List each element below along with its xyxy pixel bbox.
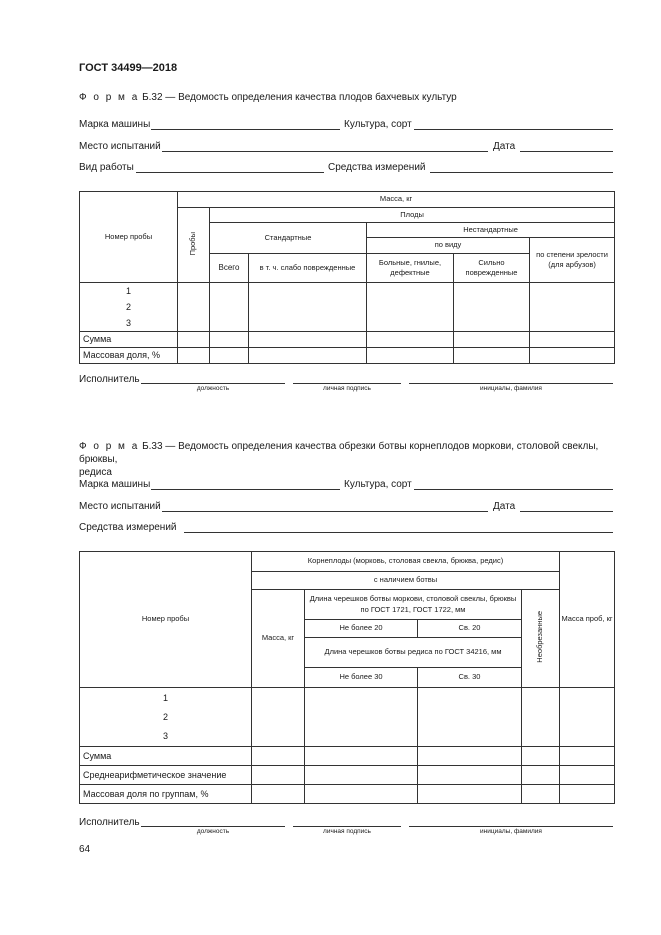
form33-place-label: Место испытаний [79,501,161,512]
table-row [80,766,615,785]
table-cell[interactable] [530,332,615,348]
t33-untrimmed-header: Необрезанные [522,590,560,688]
t33-row-3: 3 [162,730,168,741]
table-cell[interactable] [522,785,560,804]
t32-sample-no-header: Номер пробы [80,192,178,283]
t33-stem-radish-header: Длина черешков ботвы редиса по ГОСТ 34216, мм [305,638,522,668]
table-cell[interactable] [560,785,615,804]
table-cell[interactable] [418,766,522,785]
table-cell[interactable] [367,332,454,348]
table-cell[interactable] [305,688,418,747]
table-cell[interactable] [454,348,530,364]
form33-place-field[interactable] [162,511,488,512]
table-cell[interactable] [252,747,305,766]
table-cell[interactable] [454,332,530,348]
form32-measure-field[interactable] [430,172,613,173]
table-cell[interactable] [252,766,305,785]
form33-culture-field[interactable] [414,489,613,490]
t32-by-type-header: по виду [367,238,530,254]
table-cell[interactable] [252,785,305,804]
form33-executor-label: Исполнитель [79,817,140,828]
table-cell[interactable] [522,766,560,785]
page-number: 64 [79,844,91,855]
t32-sum-label: Сумма [80,332,178,348]
t33-mean-label: Среднеарифметическое значение [80,766,252,785]
form32-title-text: Б.32 — Ведомость определения качества плодов бахчевых культур [142,92,457,103]
form32-machine-field[interactable] [151,129,340,130]
table-cell[interactable] [178,283,210,332]
form33-position-field[interactable] [141,826,285,827]
t33-stem-carrot-header: Длина черешков ботвы моркови, столовой свеклы, брюквы по ГОСТ 1721, ГОСТ 1722, мм [305,590,522,620]
t33-samples-mass-header: Масса проб, кг [560,552,615,688]
form32-initials-field[interactable] [409,383,613,384]
form33-form-word: Ф о р м а [79,441,140,452]
t33-sample-no-header: Номер пробы [80,552,252,688]
form32-work-label: Вид работы [79,162,134,173]
t32-nonstandard-header: Нестандартные [367,223,615,238]
t32-mass-header: Масса, кг [178,192,615,208]
table-cell[interactable] [522,688,560,747]
table-cell[interactable] [418,785,522,804]
form33-measure-label: Средства измерений [79,522,177,533]
table-row [80,747,615,766]
t32-slightly-damaged-header: в т. ч. слабо поврежденные [249,254,367,283]
table-cell[interactable] [530,283,615,332]
table-row [80,283,615,332]
form32-title [79,92,457,103]
t32-row-2: 2 [125,302,131,312]
table-cell[interactable] [560,766,615,785]
t32-fruits-header: Плоды [210,208,615,223]
form33-signature-field[interactable] [293,826,401,827]
form33-date-field[interactable] [520,511,613,512]
table-row [80,688,615,747]
t32-mass-share-label: Массовая доля, % [80,348,178,364]
form32-place-label: Место испытаний [79,141,161,152]
table-cell[interactable] [305,785,418,804]
form32-signature-caption: личная подпись [323,385,371,392]
table-cell[interactable] [305,766,418,785]
t33-with-tops-header: с наличием ботвы [252,572,560,590]
form32-form-word: Ф о р м а [79,92,140,103]
form32-work-field[interactable] [136,172,324,173]
t32-sick-header: Больные, гнилые, дефектные [367,254,454,283]
t33-sum-label: Сумма [80,747,252,766]
form32-position-field[interactable] [141,383,285,384]
t33-mass-header: Масса, кг [252,590,305,688]
form33-machine-field[interactable] [151,489,340,490]
form32-initials-caption: инициалы, фамилия [480,385,542,392]
t33-le20-header: Не более 20 [305,620,418,638]
form32-date-field[interactable] [520,151,613,152]
form32-executor-label: Исполнитель [79,374,140,385]
table-cell[interactable] [560,747,615,766]
form33-date-label: Дата [493,501,516,512]
table-cell[interactable] [560,688,615,747]
form33-machine-label: Марка машины [79,479,151,490]
form33-measure-field[interactable] [184,532,613,533]
table-cell[interactable] [454,283,530,332]
form33-table [79,551,615,804]
t32-row-1: 1 [125,286,131,296]
form32-table [79,191,615,364]
table-cell[interactable] [367,283,454,332]
table-cell[interactable] [210,283,249,332]
form33-title-line2: редиса [79,467,112,478]
form32-machine-label: Марка машины [79,119,151,130]
table-cell[interactable] [530,348,615,364]
table-cell[interactable] [249,332,367,348]
t32-standard-header: Стандартные [210,223,367,254]
table-row [80,348,615,364]
table-cell[interactable] [249,283,367,332]
t32-heavily-damaged-header: Сильно поврежденные [454,254,530,283]
form33-initials-caption: инициалы, фамилия [480,828,542,835]
form32-position-caption: должность [196,385,230,392]
table-cell[interactable] [210,348,249,364]
form32-date-label: Дата [493,141,516,152]
table-cell[interactable] [418,747,522,766]
t32-total-header: Всего [210,254,249,283]
t33-roots-header: Корнеплоды (морковь, столовая свекла, брюква, редис) [252,552,560,572]
table-cell[interactable] [522,747,560,766]
form32-place-field[interactable] [162,151,488,152]
table-cell[interactable] [210,332,249,348]
t33-mass-share-label: Массовая доля по группам, % [80,785,252,804]
form32-measure-label: Средства измерений [328,162,426,173]
form32-signature-field[interactable] [293,383,401,384]
table-cell[interactable] [249,348,367,364]
form32-culture-field[interactable] [414,129,613,130]
table-cell[interactable] [418,688,522,747]
doc-header: ГОСТ 34499—2018 [79,62,178,74]
t33-le30-header: Не более 30 [305,668,418,688]
table-cell[interactable] [178,348,210,364]
t33-gt20-header: Св. 20 [418,620,522,638]
t33-row-2: 2 [162,711,168,722]
table-row [80,332,615,348]
table-cell[interactable] [305,747,418,766]
table-cell[interactable] [178,332,210,348]
table-cell[interactable] [367,348,454,364]
form33-culture-label: Культура, сорт [344,479,412,490]
form33-position-caption: должность [196,828,230,835]
form33-initials-field[interactable] [409,826,613,827]
form33-title-line1: Б.33 — Ведомость определения качества обрезки ботвы корнеплодов моркови, столовой свеклы, брюквы, [79,441,599,465]
t33-row-1: 1 [162,692,168,703]
t32-row-3: 3 [125,318,131,328]
t33-row-numbers [80,688,252,747]
form32-culture-label: Культура, сорт [344,119,412,130]
table-row [80,785,615,804]
t33-gt30-header: Св. 30 [418,668,522,688]
t32-samples-header: Пробы [178,208,210,283]
table-cell[interactable] [252,688,305,747]
t32-ripeness-header: по степени зрелости (для арбузов) [530,238,615,283]
form33-signature-caption: личная подпись [323,828,371,835]
t32-row-numbers [80,283,178,332]
form33-title [79,440,619,479]
